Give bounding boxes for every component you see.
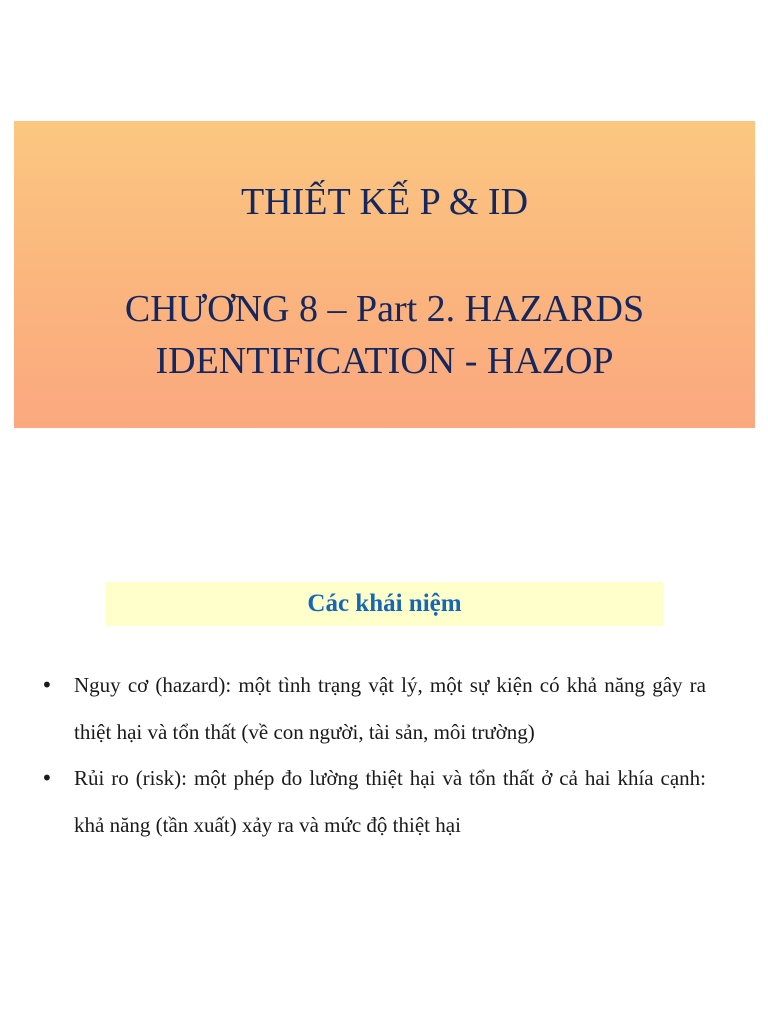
bullet-icon: • <box>41 766 53 790</box>
bullet-item-hazard <box>41 662 706 755</box>
slide-title: THIẾT KẾ P & ID <box>240 181 529 223</box>
bullet-item-risk <box>41 755 706 848</box>
section-heading-box <box>106 582 663 626</box>
bullet-icon: • <box>41 673 53 697</box>
bullet-list <box>41 662 706 848</box>
slide-subtitle: CHƯƠNG 8 – Part 2. HAZARDS IDENTIFICATION - HAZOP <box>124 288 645 382</box>
bullet-text: Rủi ro (risk): một phép đo lường thiệt hại và tổn thất ở cả hai khía cạnh: khả năng (tần xuất) xảy ra và mức độ thiệt hại <box>74 766 706 837</box>
title-banner <box>14 121 755 428</box>
bullet-text: Nguy cơ (hazard): một tình trạng vật lý, một sự kiện có khả năng gây ra thiệt hại và tổn thất (về con người, tài sản, môi trường) <box>74 673 706 744</box>
section-heading: Các khái niệm <box>307 590 462 617</box>
